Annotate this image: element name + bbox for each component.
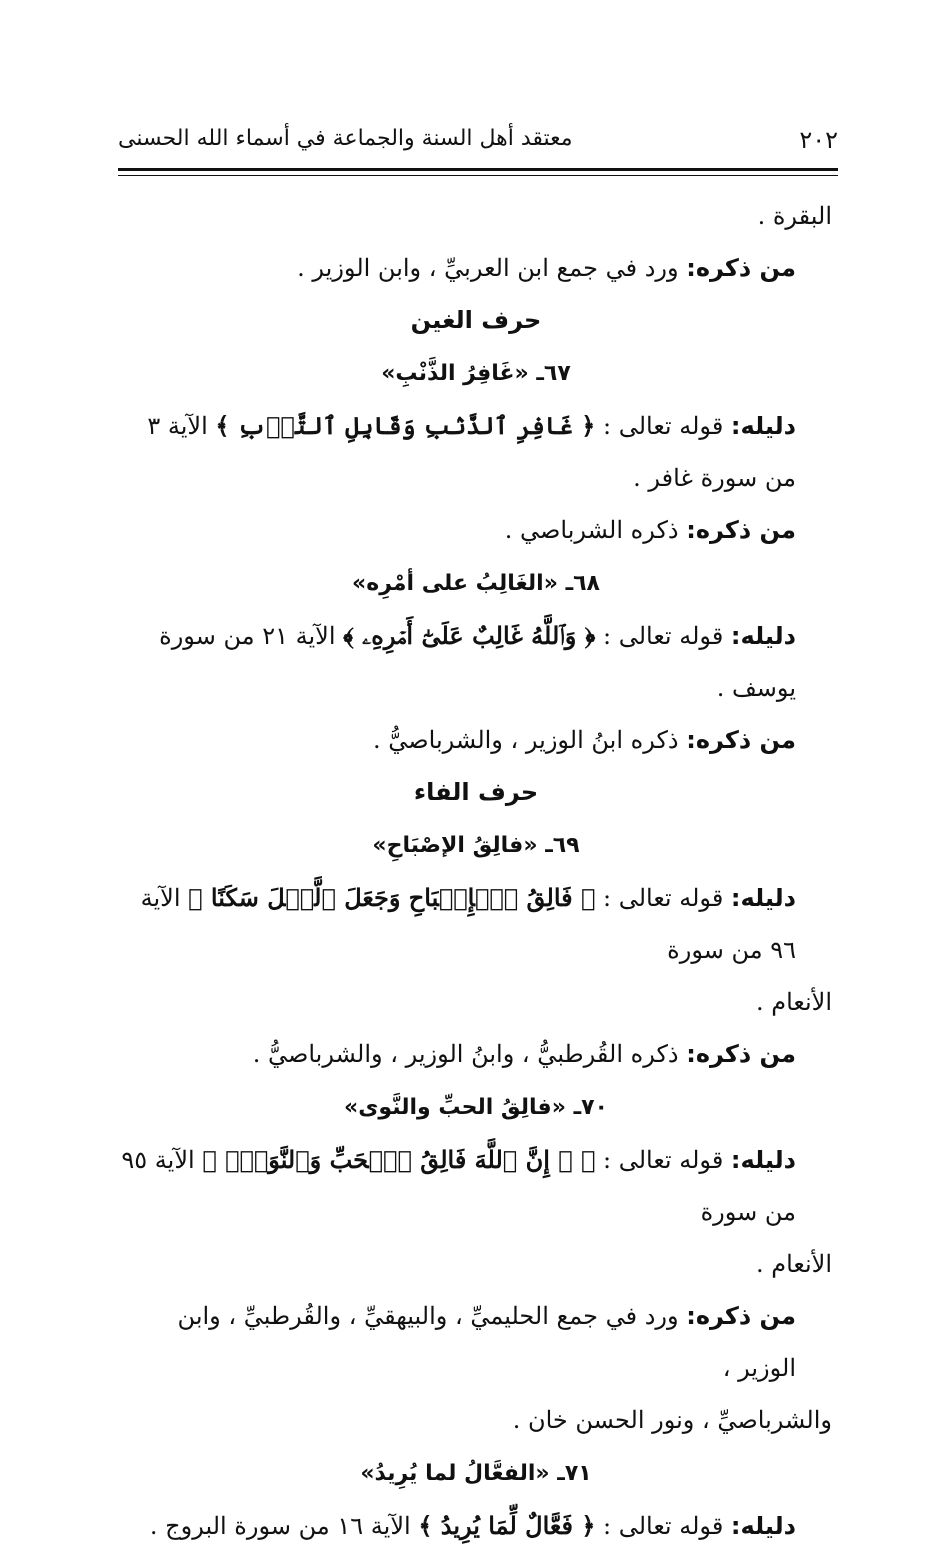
label-man-dhakarahu: من ذكره: (686, 1302, 796, 1330)
quran-verse: ﴿ ۞ إِنَّ ٱللَّهَ فَالِقُ ٱلۡحَبِّ وَٱلنَّوَىٰۖ ﴾ (202, 1145, 596, 1174)
header-rule-thin (118, 175, 838, 176)
text-line: البقرة . (757, 202, 832, 230)
text-line: من ذكره: ذكره ابنُ الوزير ، والشرباصيُّ . (373, 726, 796, 754)
text-line: من ذكره: ورد في جمع ابن العربيِّ ، وابن الوزير . (297, 254, 796, 282)
entry-heading-70: ٧٠ـ «فالِقُ الحبِّ والنَّوى» (344, 1095, 608, 1120)
entry-heading-71: ٧١ـ «الفعَّالُ لما يُرِيدُ» (360, 1461, 592, 1486)
text-line: دليله: قوله تعالى : ﴿ وَٱللَّهُ غَالِبٌ عَلَىٰٓ أَمۡرِهِۦ ﴾ الآية ٢١ من سورة يوسف . (159, 621, 796, 702)
entry-heading-68: ٦٨ـ «الغَالِبُ على أمْرِه» (352, 571, 600, 596)
text-line: والشرباصيِّ ، ونور الحسن خان . (512, 1406, 832, 1434)
text-line: الأنعام . (755, 988, 832, 1016)
text-line: الأنعام . (755, 1250, 832, 1278)
running-header (118, 120, 838, 160)
label-dalil: دليله: (730, 622, 796, 650)
label-man-dhakarahu: من ذكره: (686, 516, 796, 544)
label-man-dhakarahu: من ذكره: (686, 254, 796, 282)
label-dalil: دليله: (730, 412, 796, 440)
label-man-dhakarahu: من ذكره: (686, 1040, 796, 1068)
label-dalil: دليله: (730, 1512, 796, 1540)
text-line: دليله: قوله تعالى : ﴿ غَافِرِ ٱلذَّنۢبِ وَقَابِلِ ٱلتَّوۡبِ ﴾ الآية ٣ من سورة غافر . (147, 411, 796, 492)
text-line: من ذكره: ذكره الشرباصي . (504, 516, 796, 544)
entry-heading-67: ٦٧ـ «غَافِرُ الذَّنْبِ» (381, 361, 571, 386)
quran-verse: ﴿ فَعَّالٌ لِّمَا يُرِيدُ ﴾ (418, 1511, 596, 1540)
label-dalil: دليله: (730, 1146, 796, 1174)
header-title: معتقد أهل السنة والجماعة في أسماء الله الحسنى (118, 126, 573, 151)
header-rule-thick (118, 168, 838, 171)
label-dalil: دليله: (730, 884, 796, 912)
quran-verse: ﴿ غَافِرِ ٱلذَّنۢبِ وَقَابِلِ ٱلتَّوۡبِ ﴾ (215, 411, 596, 440)
section-heading-ghain: حرف الغين (410, 306, 542, 334)
page-body (120, 190, 832, 1552)
label-man-dhakarahu: من ذكره: (686, 726, 796, 754)
section-heading-fa: حرف الفاء (413, 778, 539, 806)
text-line: من ذكره: ورد في جمع الحليميِّ ، والبيهقيِّ ، والقُرطبيِّ ، وابن الوزير ، (177, 1302, 796, 1382)
text-line: دليله: قوله تعالى : ﴿ فَالِقُ ٱلۡإِصۡبَاحِ وَجَعَلَ ٱلَّيۡلَ سَكَنًا ﴾ الآية ٩٦ من سورة (140, 883, 796, 964)
page-number: ٢٠٢ (799, 126, 838, 154)
text-line: دليله: قوله تعالى : ﴿ فَعَّالٌ لِّمَا يُرِيدُ ﴾ الآية ١٦ من سورة البروج . (149, 1511, 796, 1540)
text-line: دليله: قوله تعالى : ﴿ ۞ إِنَّ ٱللَّهَ فَالِقُ ٱلۡحَبِّ وَٱلنَّوَىٰۖ ﴾ الآية ٩٥ من سورة (121, 1145, 796, 1226)
entry-heading-69: ٦٩ـ «فالِقُ الإصْبَاحِ» (372, 833, 580, 858)
text-line: من ذكره: ذكره القُرطبيُّ ، وابنُ الوزير ، والشرباصيُّ . (252, 1040, 796, 1068)
quran-verse: ﴿ فَالِقُ ٱلۡإِصۡبَاحِ وَجَعَلَ ٱلَّيۡلَ سَكَنًا ﴾ (188, 883, 596, 912)
quran-verse: ﴿ وَٱللَّهُ غَالِبٌ عَلَىٰٓ أَمۡرِهِۦ ﴾ (343, 621, 596, 650)
